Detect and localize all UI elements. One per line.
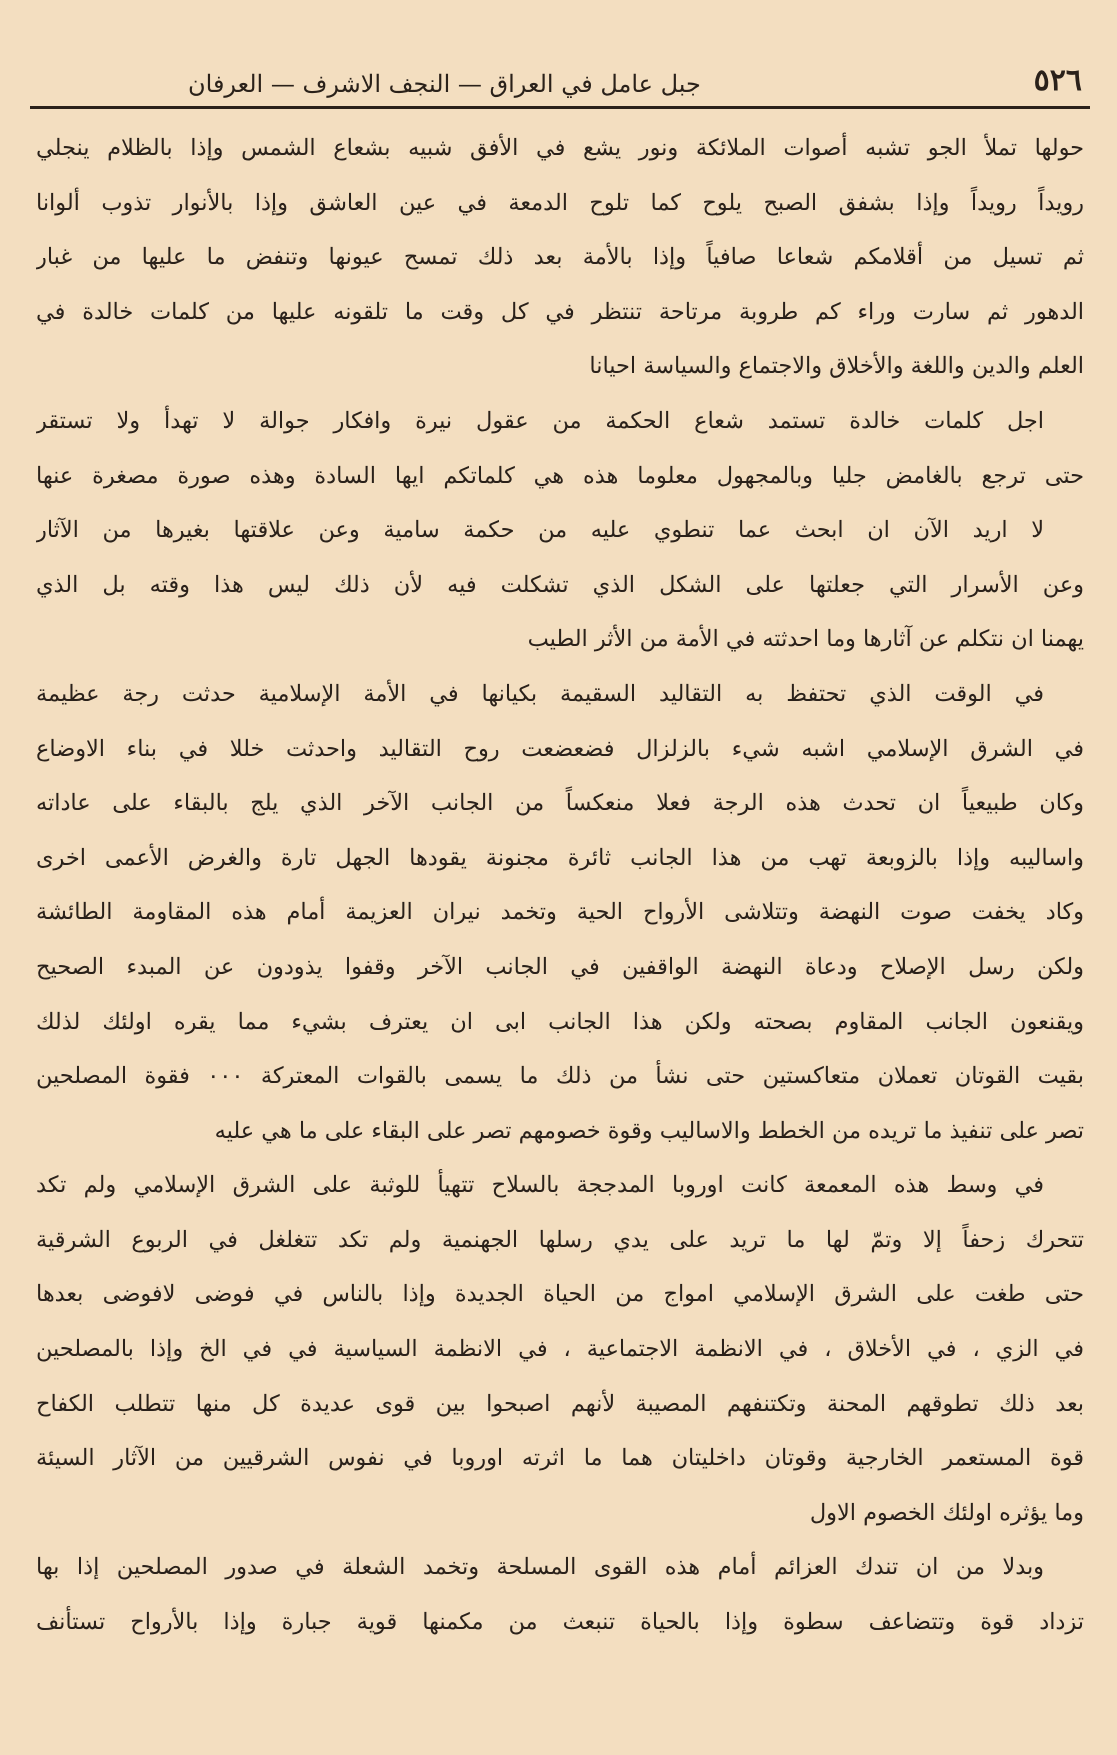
text-line: في الوقت الذي تحتفظ به التقاليد السقيمة بكيانها في الأمة الإسلامية حدثت رجة عظيمة — [36, 680, 1044, 707]
text-line: في الشرق الإسلامي اشبه شيء بالزلزال فضعضعت روح التقاليد واحدثت خللا في بناء الاوضاع — [36, 735, 1084, 762]
text-line: رويداً رويداً وإذا بشفق الصبح يلوح كما تلوح الدمعة في عين العاشق وإذا بالأنوار تذوب ألوانا — [36, 189, 1084, 216]
text-line: الدهور ثم سارت وراء كم طروبة مرتاحة تنتظر في كل وقت ما تلقونه عليها من كلمات خالدة في — [36, 298, 1084, 325]
text-line: وكاد يخفت صوت النهضة وتتلاشى الأرواح الحية وتخمد نيران العزيمة أمام هذه المقاومة الطائشة — [36, 899, 1084, 926]
book-page — [30, 46, 1090, 1736]
text-line: وما يؤثره اولئك الخصوم الاول — [809, 1499, 1084, 1526]
text-line: واساليبه وإذا بالزوبعة تهب من هذا الجانب ثائرة مجنونة يقودها الجهل تارة والغرض الأعمى اخرى — [36, 844, 1084, 871]
text-line: حولها تملأ الجو تشبه أصوات الملائكة ونور يشع في الأفق شبيه بشعاع الشمس وإذا بالظلام ينجلي — [36, 135, 1084, 161]
text-line: اجل كلمات خالدة تستمد شعاع الحكمة من عقول نيرة وافكار جوالة لا تهدأ ولا تستقر — [36, 407, 1044, 434]
text-line: وعن الأسرار التي جعلتها على الشكل الذي تشكلت فيه لأن ذلك ليس هذا وقته بل الذي — [36, 571, 1084, 598]
page-number: ٥٢٦ — [1033, 63, 1082, 98]
text-line: العلم والدين واللغة والأخلاق والاجتماع والسياسة احيانا — [589, 353, 1084, 380]
text-line: ويقنعون الجانب المقاوم بصحته ولكن هذا الجانب ابى ان يعترف بشيء مما يقره اولئك لذلك — [36, 1008, 1084, 1035]
text-line: تزداد قوة وتتضاعف سطوة وإذا بالحياة تنبعث من مكمنها قوية جبارة وإذا بالأرواح تستأنف — [36, 1609, 1084, 1636]
text-line: قوة المستعمر الخارجية وقوتان داخليتان هما ما اثرته اوروبا في نفوس الشرقيين من الآثار السيئة — [36, 1445, 1084, 1472]
text-line: وكان طبيعياً ان تحدث هذه الرجة فعلا منعكساً من الجانب الآخر الذي يلج بالبقاء على عاداته — [36, 790, 1084, 817]
text-line: في وسط هذه المعمعة كانت اوروبا المدججة بالسلاح تتهيأ للوثبة على الشرق الإسلامي ولم تكد — [36, 1172, 1044, 1199]
text-line: تتحرك زحفاً إلا وتمّ لها ما تريد على يدي رسلها الجهنمية ولم تكد تتغلغل في الربوع الشرقية — [36, 1226, 1084, 1253]
text-line: لا اريد الآن ان ابحث عما تنطوي عليه من حكمة سامية وعن علاقتها بغيرها من الآثار — [36, 517, 1044, 544]
article-body — [30, 109, 1090, 1650]
text-line: وبدلا من ان تندك العزائم أمام هذه القوى المسلحة وتخمد الشعلة في صدور المصلحين إذا بها — [36, 1554, 1044, 1581]
text-line: بعد ذلك تطوقهم المحنة وتكتنفهم المصيبة لأنهم اصبحوا بين قوى عديدة كل منها تتطلب الكفاح — [36, 1390, 1084, 1417]
text-line: بقيت القوتان تعملان متعاكستين حتى نشأ من ذلك ما يسمى بالقوات المعتركة ٠٠٠ فقوة المصلحين — [36, 1063, 1084, 1090]
text-line: في الزي ، في الأخلاق ، في الانظمة الاجتماعية ، في الانظمة السياسية في في الخ وإذا بالمصلحين — [36, 1336, 1084, 1363]
text-line: تصر على تنفيذ ما تريده من الخطط والاساليب وقوة خصومهم تصر على البقاء على ما هي عليه — [214, 1117, 1084, 1144]
text-line: حتى طغت على الشرق الإسلامي امواج من الحياة الجديدة وإذا بالناس في فوضى لافوضى بعدها — [36, 1281, 1084, 1308]
running-title: جبل عامل في العراق — النجف الاشرف — العرفان — [188, 70, 701, 98]
page-header — [30, 46, 1090, 109]
text-line: ولكن رسل الإصلاح ودعاة النهضة الواقفين في الجانب الآخر وقفوا يذودون عن المبدء الصحيح — [36, 953, 1084, 980]
text-line: ثم تسيل من أقلامكم شعاعا صافياً وإذا بالأمة بعد ذلك تمسح عيونها وتنفض ما عليها من غبار — [36, 244, 1084, 271]
text-line: حتى ترجع بالغامض جليا وبالمجهول معلوما هذه هي كلماتكم ايها السادة وهذه صورة مصغرة عنها — [36, 462, 1084, 489]
text-line: يهمنا ان نتكلم عن آثارها وما احدثته في الأمة من الأثر الطيب — [527, 626, 1084, 653]
